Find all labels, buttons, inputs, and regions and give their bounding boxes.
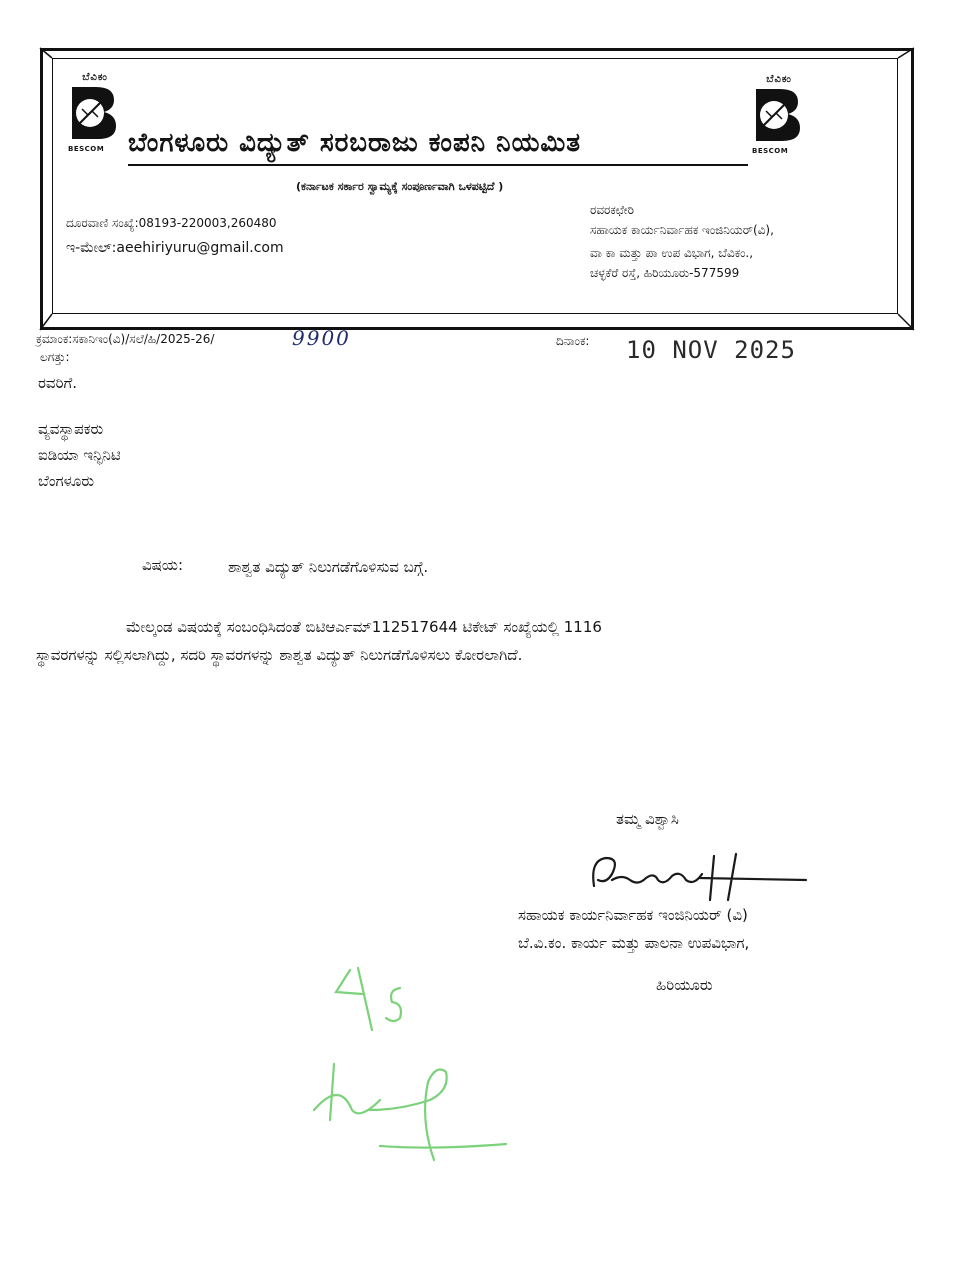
subject-label: ವಿಷಯ: xyxy=(142,556,183,574)
recipient-line-2: ಐಡಿಯಾ ಇನ್ಫಿನಿಟಿ xyxy=(38,446,121,464)
recipient-line-1: ವ್ಯವಸ್ಥಾಪಕರು xyxy=(38,420,104,438)
body-line-2: ಸ್ಥಾವರಗಳನ್ನು ಸಲ್ಲಿಸಲಾಗಿದ್ದು, ಸದರಿ ಸ್ಥಾವರಗಳನ್ನು ಶಾಶ್ವತ ವಿದ್ಯುತ್ ನಿಲುಗಡೆಗೊಳಿಸಲು ಕೋರಲಾಗಿದೆ. xyxy=(36,646,523,664)
reference-number: 9900 xyxy=(292,326,351,350)
company-subtitle: (ಕರ್ನಾಟಕ ಸರ್ಕಾರ ಸ್ವಾಮ್ಯಕ್ಕೆ ಸಂಪೂರ್ಣವಾಗಿ ಒಳಪಟ್ಟಿದೆ ) xyxy=(296,180,504,193)
logo-abbrev-right: ಬೆವಿಕಂ xyxy=(766,74,792,85)
company-underline xyxy=(128,164,748,166)
bescom-logo-left xyxy=(68,72,122,153)
date-label: ದಿನಾಂಕ: xyxy=(556,334,590,348)
date-stamp: 10 NOV 2025 xyxy=(626,336,796,364)
office-line-2: ಸಹಾಯಕ ಕಾರ್ಯನಿರ್ವಾಹಕ ಇಂಜಿನಿಯರ್(ವಿ), xyxy=(590,223,774,237)
body-line-1: ಮೇಲ್ಕಂಡ ವಿಷಯಕ್ಕೆ ಸಂಬಂಧಿಸಿದಂತೆ ಬಿಟಿಆರ್ಎಮ್112517644 ಟಿಕೇಟ್ ಸಂಖ್ಯೆಯಲ್ಲಿ 1116 xyxy=(126,618,602,636)
bescom-logo-icon xyxy=(752,87,802,143)
office-line-4: ಚಳ್ಳಕೆರೆ ರಸ್ತೆ, ಹಿರಿಯೂರು-577599 xyxy=(590,266,740,280)
bescom-logo-icon xyxy=(68,85,118,141)
office-line-1: ರವರಕಛೇರಿ xyxy=(590,203,634,217)
logo-abbrev: ಬೆವಿಕಂ xyxy=(82,72,108,83)
logo-tag-right: BESCOM xyxy=(752,147,789,155)
logo-tag: BESCOM xyxy=(68,145,105,153)
salutation: ರವರಿಗೆ. xyxy=(38,374,77,392)
company-name: ಬೆಂಗಳೂರು ವಿದ್ಯುತ್ ಸರಬರಾಜು ಕಂಪನಿ ನಿಯಮಿತ xyxy=(128,128,582,158)
signatory-place: ಹಿರಿಯೂರು xyxy=(656,976,713,994)
signature-mark xyxy=(560,850,820,910)
signatory-designation: ಸಹಾಯಕ ಕಾರ್ಯನಿರ್ವಾಹಕ ಇಂಜಿನಿಯರ್ (ವಿ) xyxy=(518,906,748,924)
bescom-logo-right xyxy=(752,74,806,155)
office-line-3: ವಾ ಕಾ ಮತ್ತು ಪಾ ಉಪ ವಿಭಾಗ, ಬೆವಿಕಂ., xyxy=(590,246,754,260)
reference-label: ಕ್ರಮಾಂಕ:ಸಕಾನಿಇಂ(ವಿ)/ಸಲೆ/ಹಿ/2025-26/ xyxy=(36,332,215,346)
subject-text: ಶಾಶ್ವತ ವಿದ್ಯುತ್ ನಿಲುಗಡೆಗೊಳಿಸುವ ಬಗ್ಗೆ. xyxy=(228,558,429,576)
email-address: ಇ-ಮೇಲ್:aeehiriyuru@gmail.com xyxy=(66,240,284,256)
signatory-department: ಬೆ.ವಿ.ಕಂ. ಕಾರ್ಯ ಮತ್ತು ಪಾಲನಾ ಉಪವಿಭಾಗ, xyxy=(518,934,750,952)
closing: ತಮ್ಮ ವಿಶ್ವಾಸಿ xyxy=(616,810,679,828)
recipient-line-3: ಬೆಂಗಳೂರು xyxy=(38,472,95,490)
phone-number: ದೂರವಾಣಿ ಸಂಖ್ಯೆ:08193-220003,260480 xyxy=(66,216,277,230)
enclosure-label: ಲಗತ್ತು: xyxy=(40,350,70,364)
green-handwritten-note xyxy=(300,960,520,1170)
